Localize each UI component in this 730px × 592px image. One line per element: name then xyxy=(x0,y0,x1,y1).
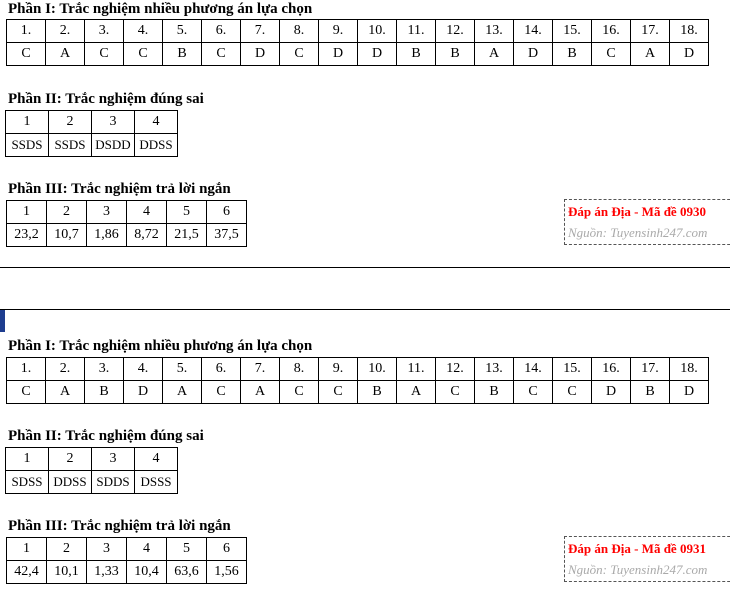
table-row xyxy=(6,134,178,157)
answer-cell: 23,2 xyxy=(7,224,47,247)
question-number-cell: 11. xyxy=(397,20,436,43)
question-number-cell: 5. xyxy=(163,20,202,43)
question-number-cell: 2. xyxy=(46,358,85,381)
question-number-cell: 14. xyxy=(514,358,553,381)
part3-heading: Phần III: Trắc nghiệm trả lời ngắn xyxy=(8,518,231,534)
answer-cell: C xyxy=(124,43,163,66)
question-number-cell: 6. xyxy=(202,20,241,43)
answer-cell: A xyxy=(46,381,85,404)
question-number-cell: 1. xyxy=(7,358,46,381)
answer-cell: A xyxy=(163,381,202,404)
table-row xyxy=(7,381,709,404)
answer-cell: SDSS xyxy=(6,471,49,494)
part2-table xyxy=(5,447,178,494)
question-number-cell: 1. xyxy=(7,20,46,43)
question-number-cell: 5 xyxy=(167,538,207,561)
answer-cell: SSDS xyxy=(6,134,49,157)
table-row xyxy=(7,43,709,66)
section-marker xyxy=(0,310,5,332)
question-number-cell: 4 xyxy=(135,448,178,471)
answer-cell: C xyxy=(7,43,46,66)
answer-cell: 1,56 xyxy=(207,561,247,584)
part1-heading: Phần I: Trắc nghiệm nhiều phương án lựa chọn xyxy=(8,1,313,17)
answer-cell: C xyxy=(7,381,46,404)
answer-cell: C xyxy=(202,381,241,404)
answer-cell: D xyxy=(124,381,163,404)
answer-cell: A xyxy=(475,43,514,66)
answer-cell: 10,4 xyxy=(127,561,167,584)
table-row xyxy=(7,561,247,584)
question-number-cell: 9. xyxy=(319,20,358,43)
question-number-cell: 11. xyxy=(397,358,436,381)
part3-heading: Phần III: Trắc nghiệm trả lời ngắn xyxy=(8,181,231,197)
question-number-cell: 18. xyxy=(670,358,709,381)
exam-code-title: Đáp án Địa - Mã đề 0931 xyxy=(568,541,706,556)
question-number-cell: 4 xyxy=(127,538,167,561)
table-row xyxy=(6,448,178,471)
answer-cell: B xyxy=(85,381,124,404)
answer-cell: SDDS xyxy=(92,471,135,494)
answer-cell: B xyxy=(358,381,397,404)
question-number-cell: 5. xyxy=(163,358,202,381)
part2-table xyxy=(5,110,178,157)
part2-heading: Phần II: Trắc nghiệm đúng sai xyxy=(8,428,204,444)
table-row xyxy=(6,111,178,134)
answer-cell: C xyxy=(592,43,631,66)
answer-cell: DSSS xyxy=(135,471,178,494)
answer-cell: C xyxy=(280,381,319,404)
question-number-cell: 16. xyxy=(592,358,631,381)
answer-cell: D xyxy=(241,43,280,66)
part2-heading: Phần II: Trắc nghiệm đúng sai xyxy=(8,91,204,107)
exam-code-note xyxy=(564,199,730,245)
question-number-cell: 6 xyxy=(207,201,247,224)
question-number-cell: 2. xyxy=(46,20,85,43)
answer-cell: 63,6 xyxy=(167,561,207,584)
question-number-cell: 3 xyxy=(87,201,127,224)
question-number-cell: 10. xyxy=(358,358,397,381)
part1-heading: Phần I: Trắc nghiệm nhiều phương án lựa chọn xyxy=(8,338,313,354)
question-number-cell: 15. xyxy=(553,20,592,43)
table-row xyxy=(7,224,247,247)
question-number-cell: 6. xyxy=(202,358,241,381)
source-watermark: Nguồn: Tuyensinh247.com xyxy=(568,562,708,577)
answer-cell: DSDD xyxy=(92,134,135,157)
answer-cell: B xyxy=(553,43,592,66)
question-number-cell: 3 xyxy=(92,111,135,134)
answer-cell: B xyxy=(397,43,436,66)
question-number-cell: 4 xyxy=(135,111,178,134)
question-number-cell: 16. xyxy=(592,20,631,43)
question-number-cell: 4. xyxy=(124,358,163,381)
question-number-cell: 1 xyxy=(7,201,47,224)
question-number-cell: 1 xyxy=(6,448,49,471)
question-number-cell: 18. xyxy=(670,20,709,43)
answer-cell: C xyxy=(202,43,241,66)
divider xyxy=(0,267,730,268)
answer-cell: SSDS xyxy=(49,134,92,157)
question-number-cell: 2 xyxy=(47,201,87,224)
table-row xyxy=(7,358,709,381)
answer-cell: B xyxy=(631,381,670,404)
answer-cell: C xyxy=(514,381,553,404)
question-number-cell: 9. xyxy=(319,358,358,381)
question-number-cell: 2 xyxy=(47,538,87,561)
answer-cell: A xyxy=(397,381,436,404)
answer-cell: 10,1 xyxy=(47,561,87,584)
answer-cell: C xyxy=(436,381,475,404)
question-number-cell: 7. xyxy=(241,358,280,381)
question-number-cell: 13. xyxy=(475,20,514,43)
table-row xyxy=(6,471,178,494)
answer-cell: B xyxy=(436,43,475,66)
answer-cell: 21,5 xyxy=(167,224,207,247)
answer-cell: C xyxy=(280,43,319,66)
question-number-cell: 3 xyxy=(92,448,135,471)
answer-cell: 8,72 xyxy=(127,224,167,247)
divider xyxy=(0,309,730,310)
question-number-cell: 12. xyxy=(436,20,475,43)
exam-code-note xyxy=(564,536,730,582)
part1-table xyxy=(6,19,709,66)
answer-cell: 1,86 xyxy=(87,224,127,247)
question-number-cell: 7. xyxy=(241,20,280,43)
question-number-cell: 3. xyxy=(85,20,124,43)
answer-cell: 42,4 xyxy=(7,561,47,584)
question-number-cell: 4 xyxy=(127,201,167,224)
question-number-cell: 2 xyxy=(49,111,92,134)
answer-cell: C xyxy=(553,381,592,404)
answer-cell: 1,33 xyxy=(87,561,127,584)
answer-cell: DDSS xyxy=(135,134,178,157)
answer-cell: D xyxy=(670,381,709,404)
answer-cell: A xyxy=(241,381,280,404)
table-row xyxy=(7,20,709,43)
source-watermark: Nguồn: Tuyensinh247.com xyxy=(568,225,708,240)
answer-cell: D xyxy=(514,43,553,66)
answer-cell: B xyxy=(475,381,514,404)
question-number-cell: 4. xyxy=(124,20,163,43)
question-number-cell: 1 xyxy=(7,538,47,561)
question-number-cell: 8. xyxy=(280,20,319,43)
answer-cell: A xyxy=(46,43,85,66)
answer-cell: B xyxy=(163,43,202,66)
question-number-cell: 8. xyxy=(280,358,319,381)
answer-cell: C xyxy=(319,381,358,404)
answer-cell: D xyxy=(592,381,631,404)
question-number-cell: 6 xyxy=(207,538,247,561)
question-number-cell: 3 xyxy=(87,538,127,561)
question-number-cell: 17. xyxy=(631,358,670,381)
part1-table xyxy=(6,357,709,404)
question-number-cell: 2 xyxy=(49,448,92,471)
question-number-cell: 12. xyxy=(436,358,475,381)
question-number-cell: 15. xyxy=(553,358,592,381)
answer-cell: D xyxy=(358,43,397,66)
table-row xyxy=(7,201,247,224)
question-number-cell: 3. xyxy=(85,358,124,381)
question-number-cell: 13. xyxy=(475,358,514,381)
answer-cell: D xyxy=(319,43,358,66)
question-number-cell: 5 xyxy=(167,201,207,224)
answer-cell: A xyxy=(631,43,670,66)
question-number-cell: 14. xyxy=(514,20,553,43)
exam-code-title: Đáp án Địa - Mã đề 0930 xyxy=(568,204,706,219)
part3-table xyxy=(6,537,247,584)
answer-cell: DDSS xyxy=(49,471,92,494)
question-number-cell: 17. xyxy=(631,20,670,43)
question-number-cell: 10. xyxy=(358,20,397,43)
part3-table xyxy=(6,200,247,247)
question-number-cell: 1 xyxy=(6,111,49,134)
answer-cell: D xyxy=(670,43,709,66)
answer-cell: C xyxy=(85,43,124,66)
answer-cell: 37,5 xyxy=(207,224,247,247)
answer-cell: 10,7 xyxy=(47,224,87,247)
table-row xyxy=(7,538,247,561)
